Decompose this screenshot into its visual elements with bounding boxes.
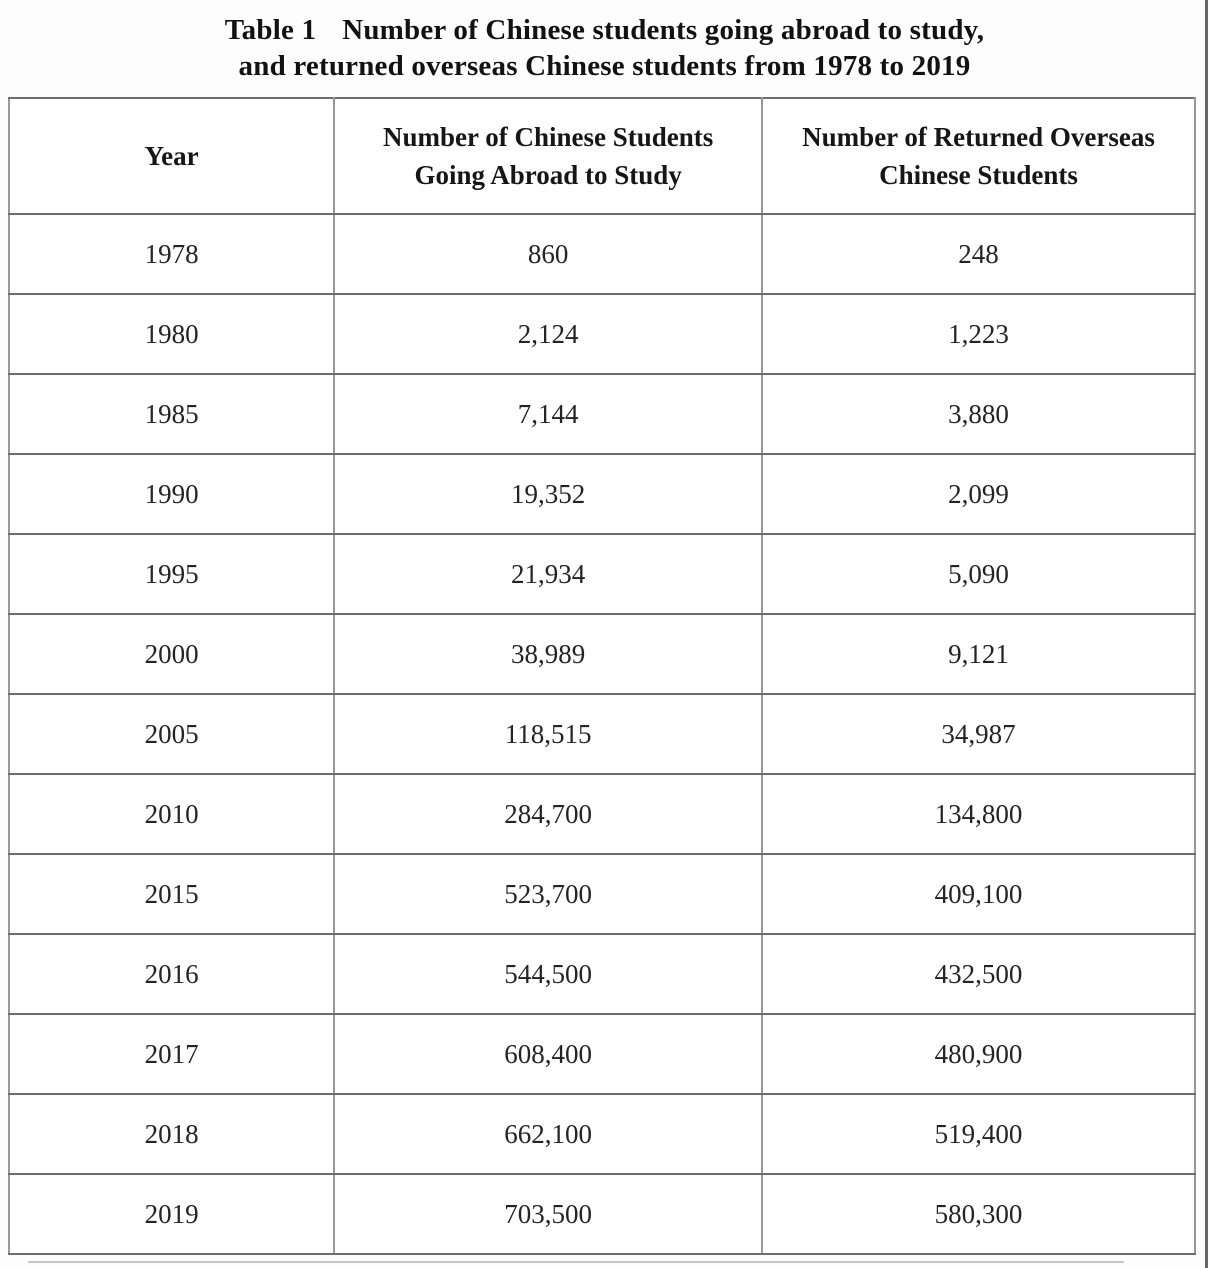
table-cell-year: 1980 bbox=[9, 294, 334, 374]
table-row bbox=[9, 214, 1195, 294]
table-row bbox=[9, 854, 1195, 934]
table-row bbox=[9, 1174, 1195, 1254]
table-cell-abroad: 38,989 bbox=[334, 614, 762, 694]
table-cell-returned: 9,121 bbox=[762, 614, 1195, 694]
table-row bbox=[9, 934, 1195, 1014]
table-row bbox=[9, 1094, 1195, 1174]
table-cell-abroad: 608,400 bbox=[334, 1014, 762, 1094]
column-header-abroad: Number of Chinese Students Going Abroad to Study bbox=[334, 98, 762, 214]
table-cell-returned: 480,900 bbox=[762, 1014, 1195, 1094]
table-title bbox=[0, 12, 1209, 84]
table-row bbox=[9, 1014, 1195, 1094]
table-cell-year: 2015 bbox=[9, 854, 334, 934]
column-header-year: Year bbox=[9, 98, 334, 214]
table-cell-returned: 134,800 bbox=[762, 774, 1195, 854]
table-cell-returned: 409,100 bbox=[762, 854, 1195, 934]
table-cell-abroad: 7,144 bbox=[334, 374, 762, 454]
table-cell-year: 2000 bbox=[9, 614, 334, 694]
table-cell-returned: 2,099 bbox=[762, 454, 1195, 534]
table-row bbox=[9, 694, 1195, 774]
table-title-line2: and returned overseas Chinese students from 1978 to 2019 bbox=[238, 50, 971, 82]
table-row bbox=[9, 774, 1195, 854]
table-cell-returned: 248 bbox=[762, 214, 1195, 294]
table-cell-abroad: 21,934 bbox=[334, 534, 762, 614]
data-table-container bbox=[8, 97, 1196, 1255]
table-cell-year: 2016 bbox=[9, 934, 334, 1014]
table-cell-year: 2019 bbox=[9, 1174, 334, 1254]
table-cell-year: 2010 bbox=[9, 774, 334, 854]
table-cell-abroad: 118,515 bbox=[334, 694, 762, 774]
table-row bbox=[9, 534, 1195, 614]
table-cell-abroad: 2,124 bbox=[334, 294, 762, 374]
table-head bbox=[9, 98, 1195, 214]
students-data-table bbox=[8, 97, 1196, 1255]
table-cell-abroad: 662,100 bbox=[334, 1094, 762, 1174]
table-cell-abroad: 860 bbox=[334, 214, 762, 294]
scan-edge-artifact bbox=[1205, 0, 1208, 1268]
table-cell-returned: 34,987 bbox=[762, 694, 1195, 774]
table-cell-abroad: 284,700 bbox=[334, 774, 762, 854]
table-cell-year: 1985 bbox=[9, 374, 334, 454]
table-body bbox=[9, 214, 1195, 1254]
header-row bbox=[9, 98, 1195, 214]
table-cell-year: 1995 bbox=[9, 534, 334, 614]
table-cell-abroad: 544,500 bbox=[334, 934, 762, 1014]
table-row bbox=[9, 454, 1195, 534]
table-row bbox=[9, 294, 1195, 374]
table-cell-year: 1990 bbox=[9, 454, 334, 534]
table-row bbox=[9, 374, 1195, 454]
table-cell-returned: 5,090 bbox=[762, 534, 1195, 614]
table-cell-abroad: 19,352 bbox=[334, 454, 762, 534]
table-cell-returned: 3,880 bbox=[762, 374, 1195, 454]
table-cell-returned: 519,400 bbox=[762, 1094, 1195, 1174]
table-cell-year: 2005 bbox=[9, 694, 334, 774]
table-cell-year: 1978 bbox=[9, 214, 334, 294]
table-cell-returned: 1,223 bbox=[762, 294, 1195, 374]
table-number-label: Table 1 bbox=[224, 14, 317, 46]
table-cell-returned: 580,300 bbox=[762, 1174, 1195, 1254]
table-cell-abroad: 703,500 bbox=[334, 1174, 762, 1254]
table-title-text: Number of Chinese students going abroad to study, bbox=[342, 14, 985, 46]
table-cell-year: 2017 bbox=[9, 1014, 334, 1094]
table-cell-abroad: 523,700 bbox=[334, 854, 762, 934]
scan-smudge-artifact bbox=[28, 1261, 1124, 1263]
table-cell-year: 2018 bbox=[9, 1094, 334, 1174]
column-header-returned: Number of Returned Overseas Chinese Students bbox=[762, 98, 1195, 214]
table-cell-returned: 432,500 bbox=[762, 934, 1195, 1014]
table-title-line1 bbox=[0, 12, 1209, 48]
table-row bbox=[9, 614, 1195, 694]
